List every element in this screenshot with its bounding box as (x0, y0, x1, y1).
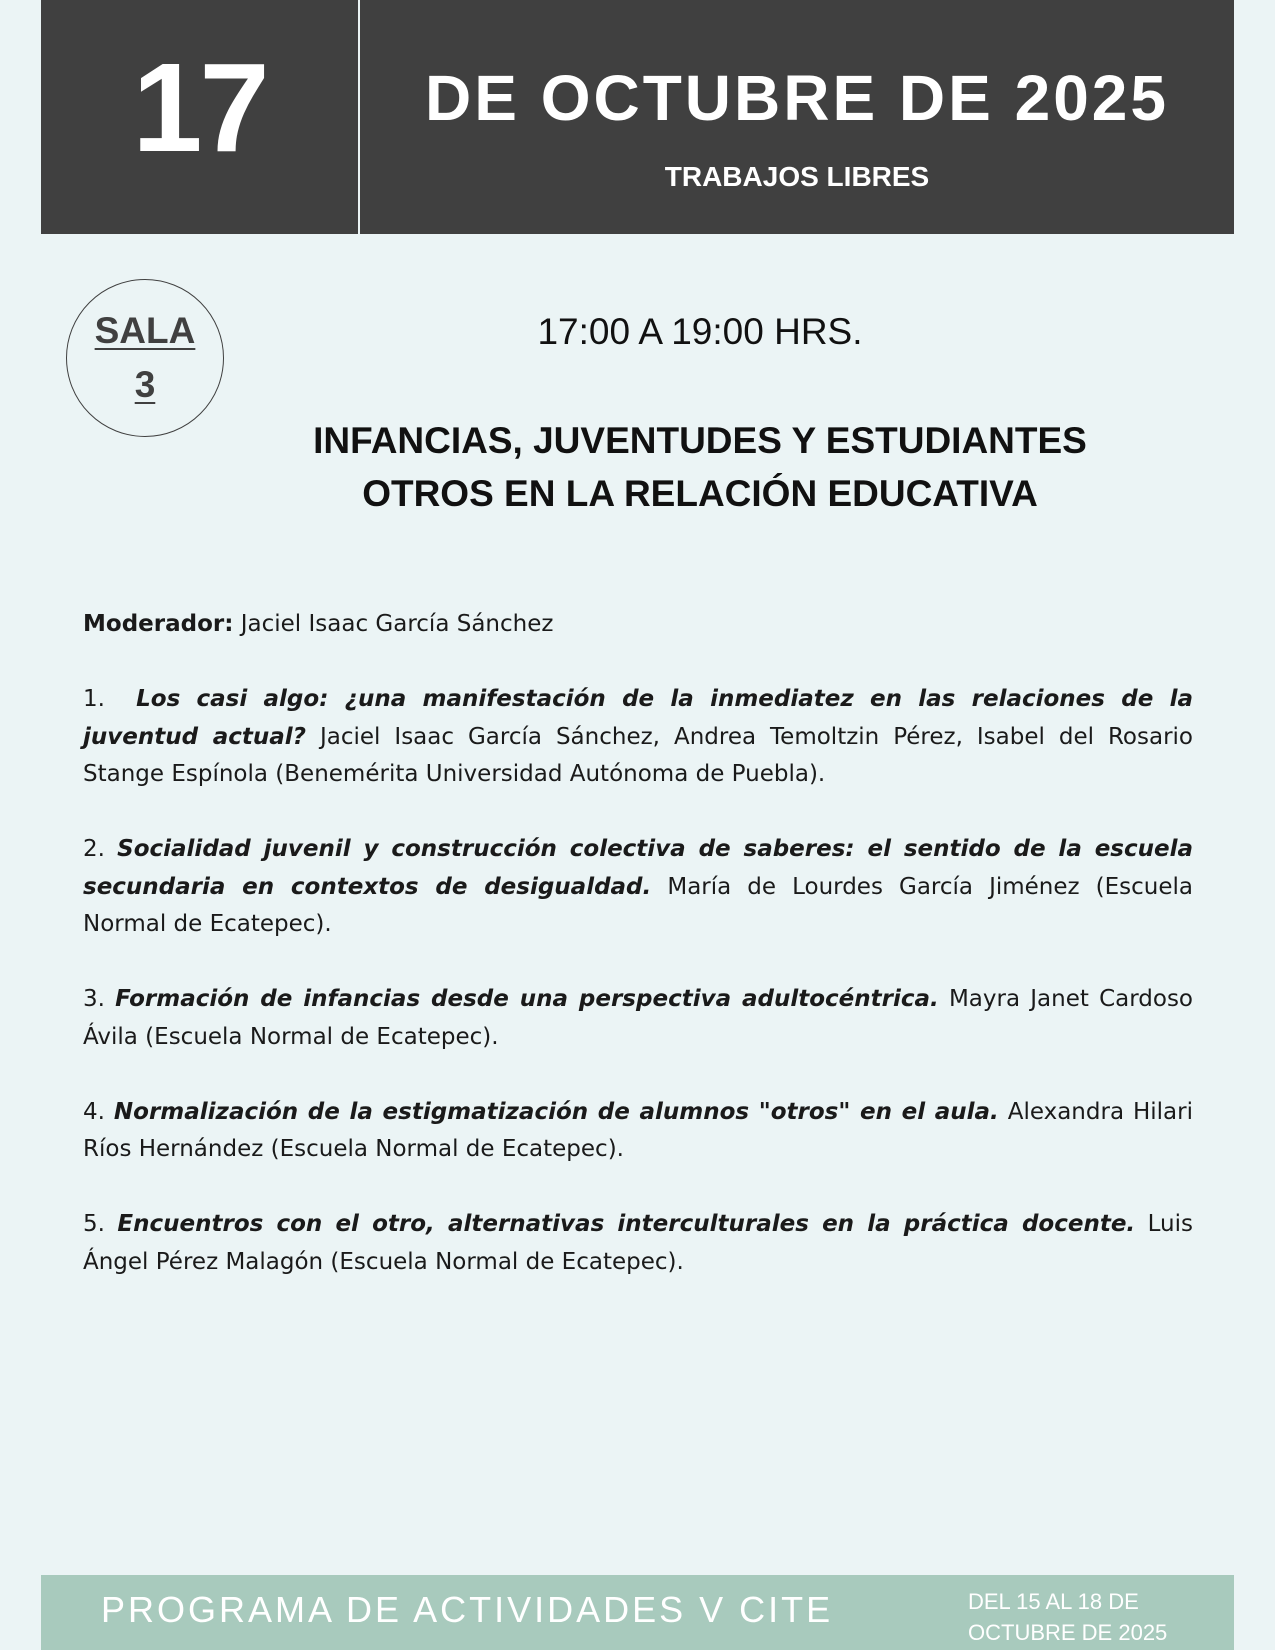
paper-number: 1. (83, 686, 105, 712)
paper-item (83, 981, 1193, 1056)
session-type-subtitle: TRABAJOS LIBRES (664, 161, 930, 192)
paper-item (83, 831, 1193, 944)
paper-authors: Alexandra Hilari Ríos Hernández (Escuela Normal de Ecatepec). (83, 1098, 1194, 1162)
paper-number: 2. (83, 836, 105, 862)
room-label: SALA (94, 310, 196, 351)
paper-authors: Luis Ángel Pérez Malagón (Escuela Normal de Ecatepec). (83, 1211, 1193, 1275)
paper-title: Normalización de la estigmatización de alumnos "otros" en el aula. (113, 1098, 999, 1125)
paper-item (83, 1206, 1193, 1281)
paper-number: 4. (83, 1098, 105, 1125)
paper-title: Los casi algo: ¿una manifestación de la inmediatez en las relaciones de la juventud actual? (83, 686, 1193, 750)
footer-program-title: PROGRAMA DE ACTIVIDADES V CITE (101, 1589, 834, 1630)
moderator-line (83, 606, 1193, 644)
footer-dates-line1: DEL 15 AL 18 DE (968, 1589, 1139, 1614)
paper-title: Formación de infancias desde una perspectiva adultocéntrica. (115, 986, 939, 1012)
session-title-line2: OTROS EN LA RELACIÓN EDUCATIVA (362, 473, 1038, 514)
room-badge (66, 279, 224, 437)
room-number: 3 (134, 364, 156, 405)
program-body (83, 606, 1193, 1319)
paper-item (83, 681, 1193, 794)
paper-title: Encuentros con el otro, alternativas interculturales en la práctica docente. (117, 1211, 1136, 1237)
moderator-name: Jaciel Isaac García Sánchez (240, 611, 554, 637)
paper-number: 5. (83, 1211, 105, 1237)
month-year-title: DE OCTUBRE DE 2025 (425, 62, 1169, 134)
session-title-line1: INFANCIAS, JUVENTUDES Y ESTUDIANTES (313, 420, 1087, 461)
paper-authors: Mayra Janet Cardoso Ávila (Escuela Normal de Ecatepec). (83, 986, 1194, 1050)
paper-item (83, 1094, 1193, 1169)
session-title (270, 414, 1130, 520)
paper-title: Socialidad juvenil y construcción colectiva de saberes: el sentido de la escuela secundaria en contextos de desigualdad. (83, 836, 1194, 900)
program-footer (41, 1575, 1234, 1650)
date-header (41, 0, 1234, 234)
footer-dates-line2: OCTUBRE DE 2025 (968, 1620, 1168, 1645)
day-number: 17 (132, 36, 267, 178)
footer-dates (968, 1586, 1208, 1648)
paper-authors: María de Lourdes García Jiménez (Escuela Normal de Ecatepec). (83, 873, 1194, 937)
paper-number: 3. (83, 986, 105, 1012)
paper-authors: Jaciel Isaac García Sánchez, Andrea Temoltzin Pérez, Isabel del Rosario Stange Espínola (Benemérita Universidad Autónoma de Puebla). (83, 723, 1193, 787)
session-time: 17:00 A 19:00 HRS. (537, 311, 863, 352)
moderator-label: Moderador: (83, 611, 234, 637)
